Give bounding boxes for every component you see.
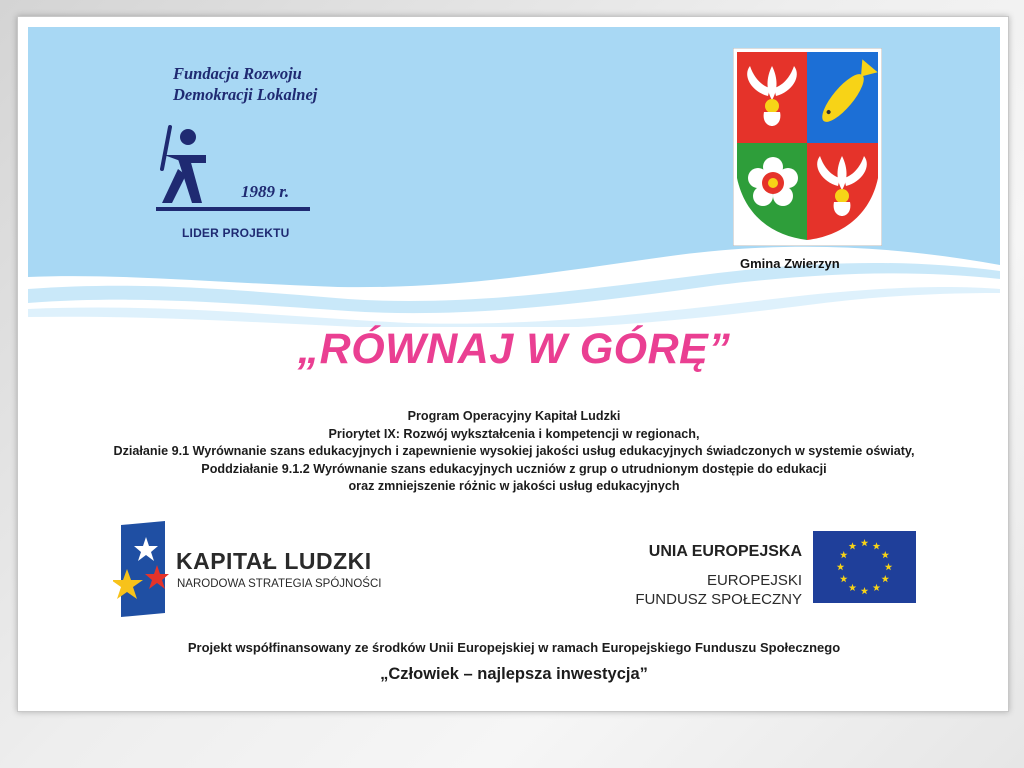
foundation-name-line2: Demokracji Lokalnej [173,85,318,104]
partner-name: Gmina Zwierzyn [740,256,840,271]
program-description [28,408,1000,496]
program-line: Poddziałanie 9.1.2 Wyrównanie szans edukacyjnych uczniów z grup o utrudnionym dostępie do edukacji [201,461,827,476]
esf-name [608,571,802,609]
cofinancing-note: Projekt współfinansowany ze środków Unii Europejskiej w ramach Europejskiego Funduszu Społecznego [187,640,841,655]
kapital-ludzki-title: KAPITAŁ LUDZKI [176,548,372,574]
program-line: Program Operacyjny Kapitał Ludzki [407,409,621,423]
slide-frame [17,16,1009,712]
gmina-coat-of-arms-icon [733,48,882,246]
foundation-logo-icon [156,125,216,205]
lead-partner-label: LIDER PROJEKTU [182,226,290,240]
program-line: Priorytet IX: Rozwój wykształcenia i kompetencji w regionach, [328,426,700,441]
program-line: oraz zmniejszenie różnic w jakości usług edukacyjnych [348,479,680,493]
kapital-ludzki-logo-icon [113,521,173,617]
program-line: Działanie 9.1 Wyrównanie szans edukacyjnych i zapewnienie wysokiej jakości usług edukacyjnych świadczonych w systemie oświaty, [113,444,915,458]
eu-flag-icon [813,531,916,603]
foundation-year: 1989 r. [241,182,290,201]
foundation-name [173,63,317,105]
foundation-underline [156,207,310,211]
kapital-ludzki-subtitle: NARODOWA STRATEGIA SPÓJNOŚCI [177,578,382,590]
project-title: „RÓWNAJ W GÓRĘ” [297,325,731,373]
esf-motto: „Człowiek – najlepsza inwestycja” [380,665,648,683]
esf-line2: FUNDUSZ SPOŁECZNY [635,591,802,608]
eu-title: UNIA EUROPEJSKA [648,543,802,560]
esf-line1: EUROPEJSKI [706,572,802,589]
poster-banner [28,27,1000,702]
foundation-name-line1: Fundacja Rozwoju [173,64,302,83]
